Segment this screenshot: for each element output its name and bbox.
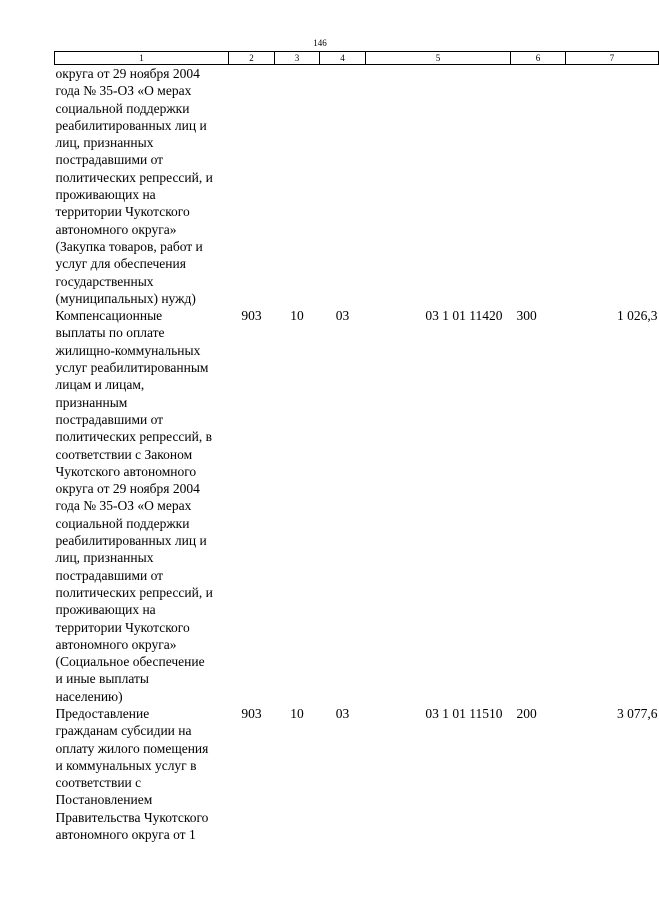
item-name-line: территории Чукотского (55, 619, 190, 635)
target-article-cell: 03 1 01 11510 (425, 705, 503, 721)
item-name-line: округа от 29 ноября 2004 (55, 66, 200, 81)
item-name-line: лицам и лицам, (55, 377, 145, 393)
item-name-line: Предоставление (55, 705, 150, 721)
item-name-line: пострадавшими от (55, 152, 164, 168)
item-name-line: политических репрессий, и (55, 584, 213, 600)
item-name-line: услуг реабилитированным (55, 360, 209, 376)
item-name-line: автономного округа» (55, 221, 177, 237)
column-header-5: 5 (366, 52, 511, 65)
item-name-line: услуг для обеспечения (55, 256, 186, 272)
item-name-line: пострадавшими от (55, 567, 164, 583)
item-name-line: гражданам субсидии на (55, 723, 192, 739)
section-cell: 10 (290, 705, 304, 721)
column-header-6: 6 (511, 52, 566, 65)
item-name-line: реабилитированных лиц и (55, 533, 207, 549)
page-number: 146 (313, 38, 327, 48)
budget-table (54, 51, 659, 843)
column-header-7: 7 (566, 52, 659, 65)
item-name-line: проживающих на (55, 602, 156, 618)
item-name-line: Чукотского автономного (55, 463, 197, 479)
column-header-3: 3 (275, 52, 320, 65)
item-name-line: выплаты по оплате (55, 325, 165, 341)
item-name-line: политических репрессий, и (55, 169, 213, 185)
item-name-line: политических репрессий, в (55, 429, 213, 445)
item-name-line: проживающих на (55, 187, 156, 203)
amount-cell (566, 65, 659, 308)
target-article-cell (366, 65, 511, 308)
item-name-cell (55, 307, 229, 705)
item-name-line: пострадавшими от (55, 411, 164, 427)
item-name-line: Правительства Чукотского (55, 809, 209, 825)
item-name-line: соответствии с (55, 775, 142, 791)
item-name-cell (55, 65, 229, 308)
item-name-line: социальной поддержки (55, 100, 190, 116)
expense-type-cell (511, 65, 566, 308)
item-name-line: признанным (55, 394, 128, 410)
item-name-line: автономного округа от 1 (55, 827, 196, 843)
item-name-line: округа от 29 ноября 2004 (55, 481, 200, 497)
item-name-line: жилищно-коммунальных (55, 342, 201, 358)
item-name-line: территории Чукотского (55, 204, 190, 220)
item-name-line: лиц, признанных (55, 550, 154, 566)
item-name-line: социальной поддержки (55, 515, 190, 531)
item-name-line: государственных (55, 273, 154, 289)
subsection-cell: 03 (335, 705, 350, 721)
table-body (55, 65, 659, 844)
grbs-cell: 903 (241, 308, 262, 324)
column-header-4: 4 (320, 52, 366, 65)
item-name-line: населению) (55, 688, 123, 704)
item-name-line: (муниципальных) нужд) (55, 290, 196, 306)
item-name-line: оплату жилого помещения (55, 740, 209, 756)
expense-type-cell: 200 (516, 705, 537, 721)
item-name-line: (Закупка товаров, работ и (55, 238, 203, 254)
item-name-cell (55, 705, 229, 843)
subsection-cell: 03 (335, 308, 350, 324)
column-header-1: 1 (55, 52, 229, 65)
table-row (55, 307, 659, 705)
target-article-cell: 03 1 01 11420 (425, 308, 503, 324)
section-cell: 10 (290, 308, 304, 324)
item-name-line: года № 35-ОЗ «О мерах (55, 83, 192, 99)
table-row (55, 65, 659, 308)
grbs-cell (229, 65, 275, 308)
item-name-line: реабилитированных лиц и (55, 117, 207, 133)
subsection-cell (320, 65, 366, 308)
amount-cell: 3 077,6 (617, 705, 658, 721)
expense-type-cell: 300 (516, 308, 537, 324)
item-name-line: соответствии с Законом (55, 446, 193, 462)
item-name-line: и коммунальных услуг в (55, 757, 197, 773)
item-name-line: автономного округа» (55, 636, 177, 652)
item-name-line: Постановлением (55, 792, 153, 808)
item-name-line: года № 35-ОЗ «О мерах (55, 498, 192, 514)
item-name-line: Компенсационные (55, 308, 163, 324)
item-name-line: (Социальное обеспечение (55, 654, 205, 670)
column-header-2: 2 (229, 52, 275, 65)
item-name-line: лиц, признанных (55, 135, 154, 151)
section-cell (275, 65, 320, 308)
table-header (55, 52, 659, 65)
table-row (55, 705, 659, 843)
grbs-cell: 903 (241, 705, 262, 721)
amount-cell: 1 026,3 (617, 308, 658, 324)
item-name-line: и иные выплаты (55, 671, 150, 687)
